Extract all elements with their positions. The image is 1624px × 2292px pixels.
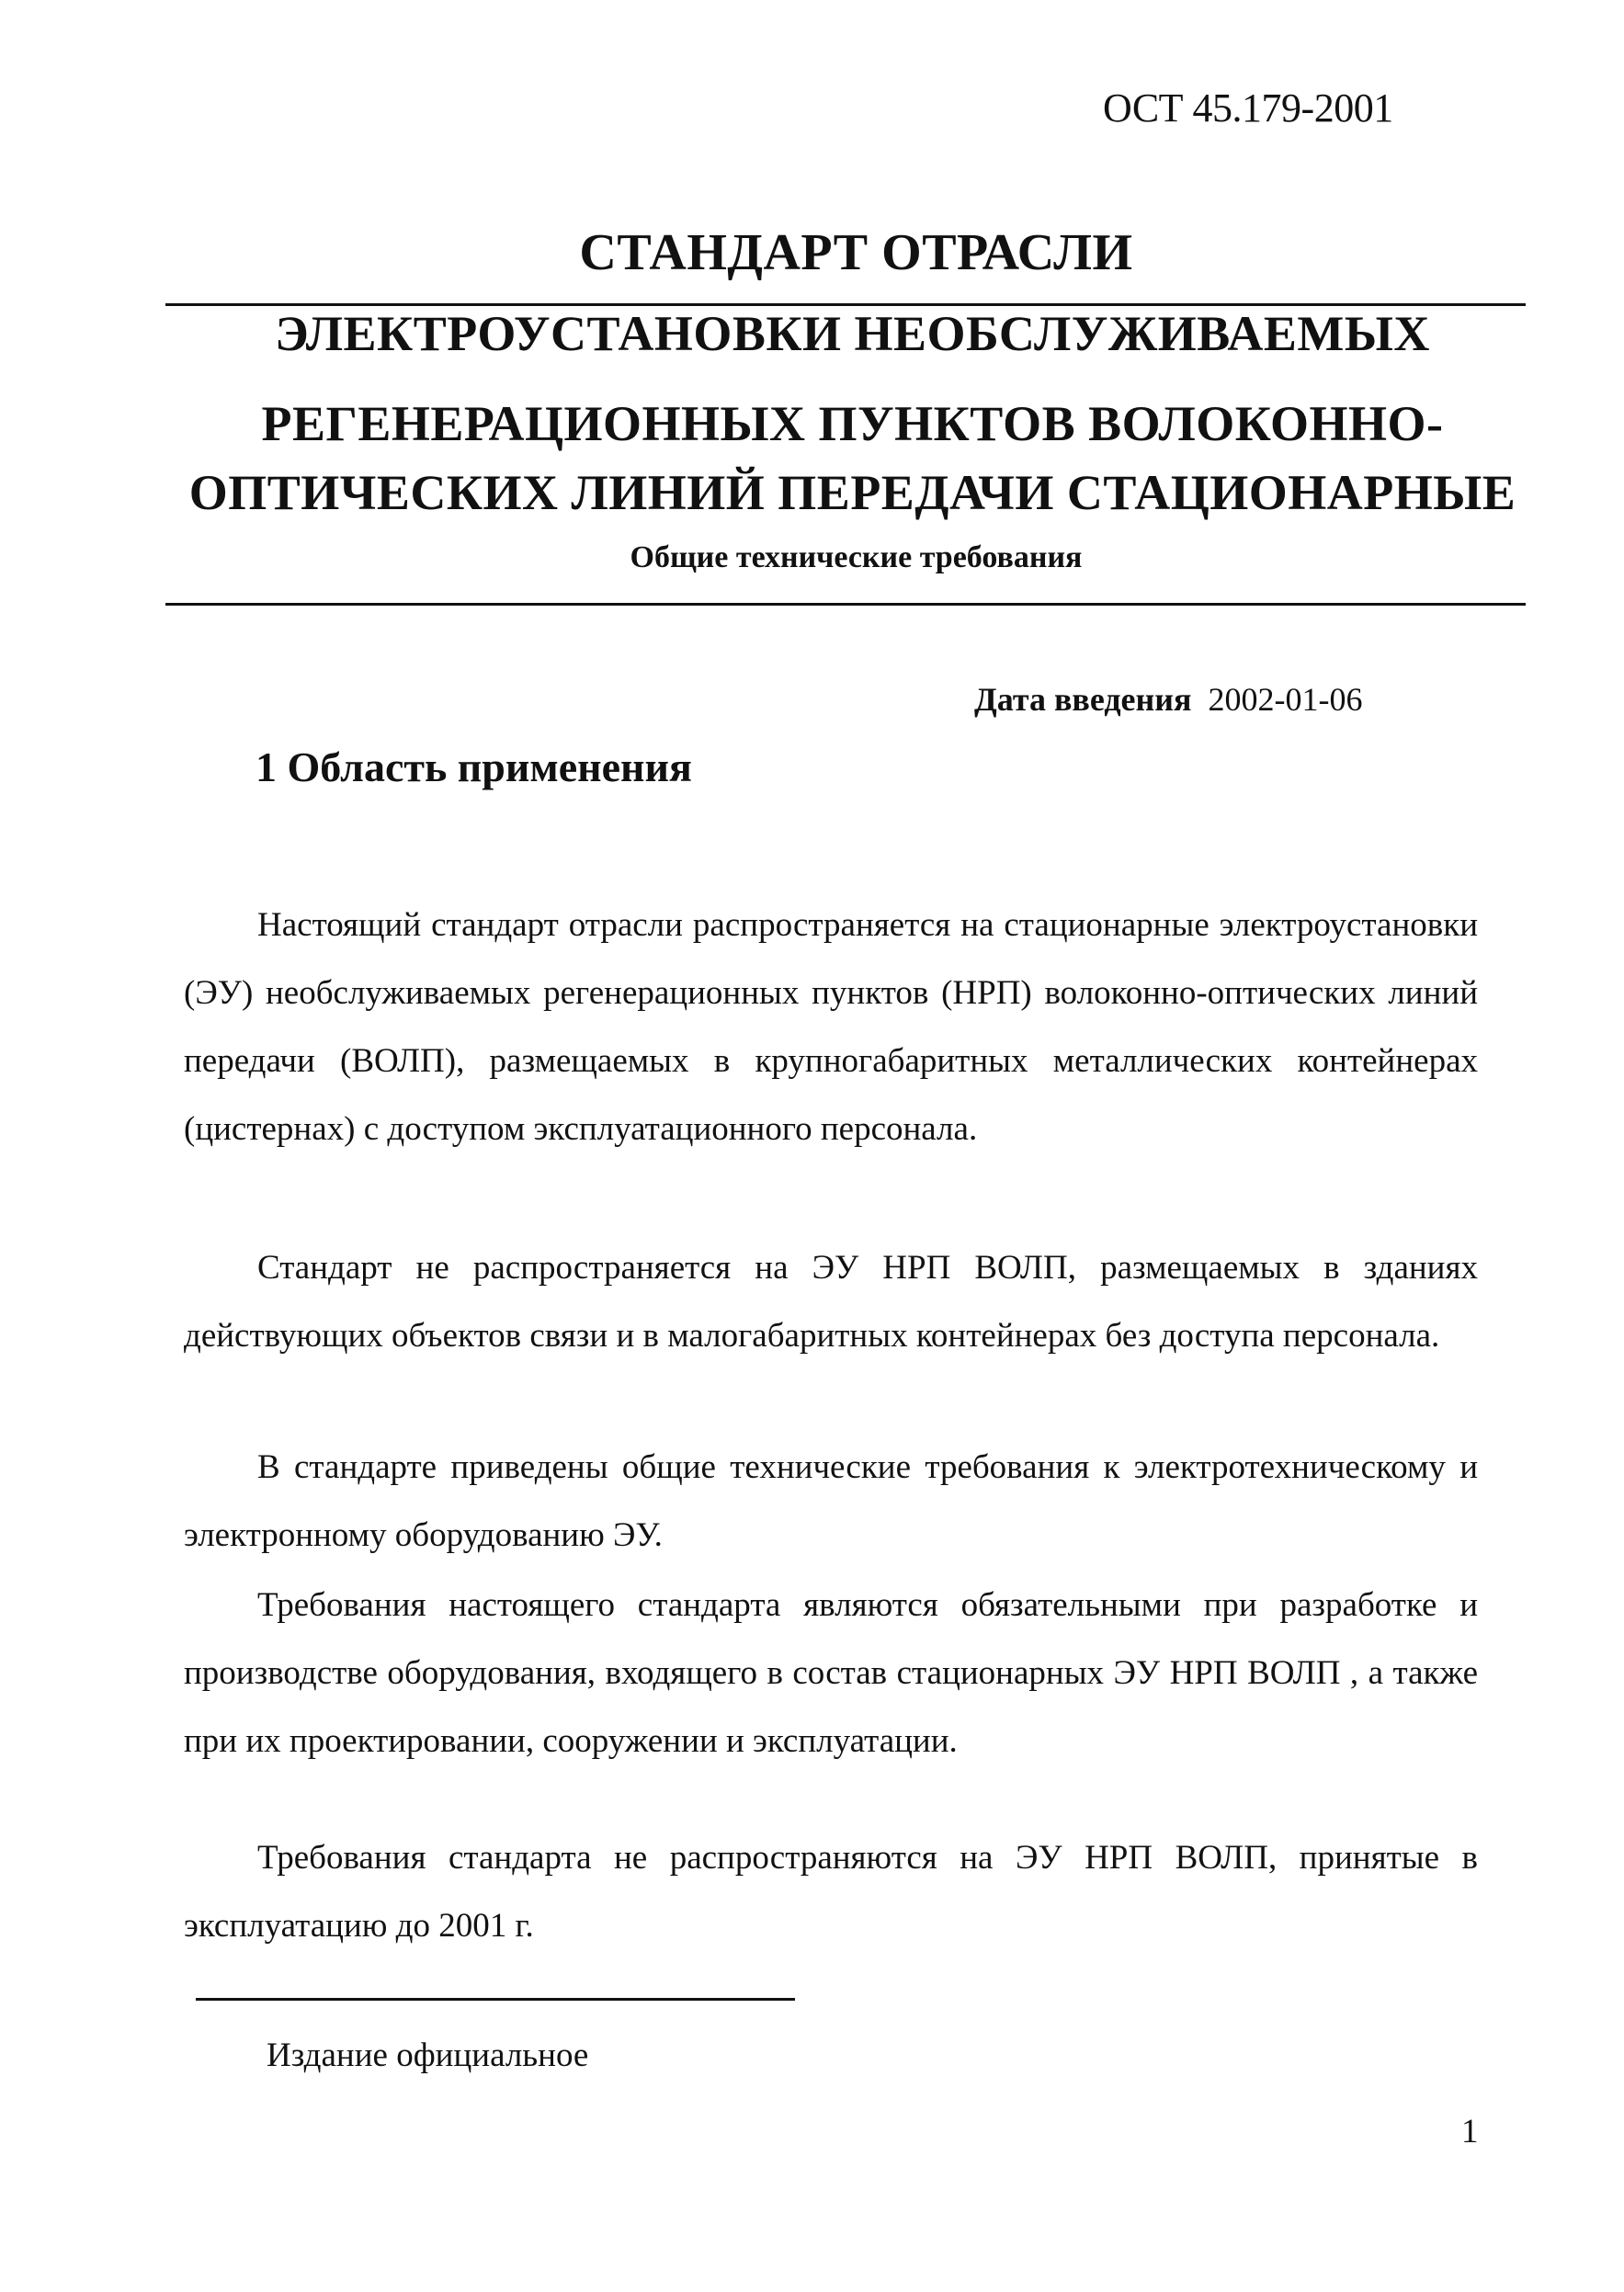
paragraph (184, 1571, 1478, 1776)
introduction-date-value: 2002-01-06 (1208, 681, 1363, 718)
document-subtitle: Общие технические требования (630, 540, 1083, 574)
title-line-1: ЭЛЕКТРОУСТАНОВКИ НЕОБСЛУЖИВАЕМЫХ (275, 306, 1430, 361)
section-heading: 1 Область применения (256, 743, 692, 790)
paragraph (184, 891, 1478, 1163)
standard-type-title: СТАНДАРТ ОТРАСЛИ (579, 224, 1133, 281)
footnote-divider (196, 1998, 795, 2001)
title-divider-bottom (165, 603, 1526, 606)
paragraph (184, 1824, 1478, 1960)
paragraph-text: Настоящий стандарт отрасли распространяется на стационарные электроустановки (ЭУ) необслуживаемых регенерационных пунктов (НРП) волоконно-оптических линий передачи (ВОЛП), размещаемых в крупногабаритных металлических контейнерах (цистернах) с доступом эксплуатационного персонала. (184, 906, 1478, 1148)
paragraph-text: Стандарт не распространяется на ЭУ НРП ВОЛП, размещаемых в зданиях действующих объектов связи и в малогабаритных контейнерах без доступа персонала. (184, 1249, 1478, 1355)
edition-note: Издание официальное (267, 2037, 589, 2074)
paragraph-text: Требования настоящего стандарта являются обязательными при разработке и производстве оборудования, входящего в состав стационарных ЭУ НРП ВОЛП , а также при их проектировании, сооружении и эксплуатации. (184, 1586, 1478, 1760)
paragraph-text: В стандарте приведены общие технические требования к электротехническому и электронному оборудованию ЭУ. (184, 1448, 1478, 1554)
document-number: ОСТ 45.179-2001 (1103, 85, 1393, 130)
title-line-2: РЕГЕНЕРАЦИОННЫХ ПУНКТОВ ВОЛОКОННО- (261, 396, 1444, 451)
paragraph-text: Требования стандарта не распространяются на ЭУ НРП ВОЛП, принятые в эксплуатацию до 2001 г. (184, 1839, 1478, 1945)
introduction-date-label: Дата введения (974, 681, 1192, 718)
title-line-3: ОПТИЧЕСКИХ ЛИНИЙ ПЕРЕДАЧИ СТАЦИОНАРНЫЕ (188, 465, 1516, 520)
paragraph (184, 1434, 1478, 1570)
page-number: 1 (1461, 2113, 1479, 2150)
paragraph (184, 1234, 1478, 1370)
introduction-date (974, 680, 1362, 719)
